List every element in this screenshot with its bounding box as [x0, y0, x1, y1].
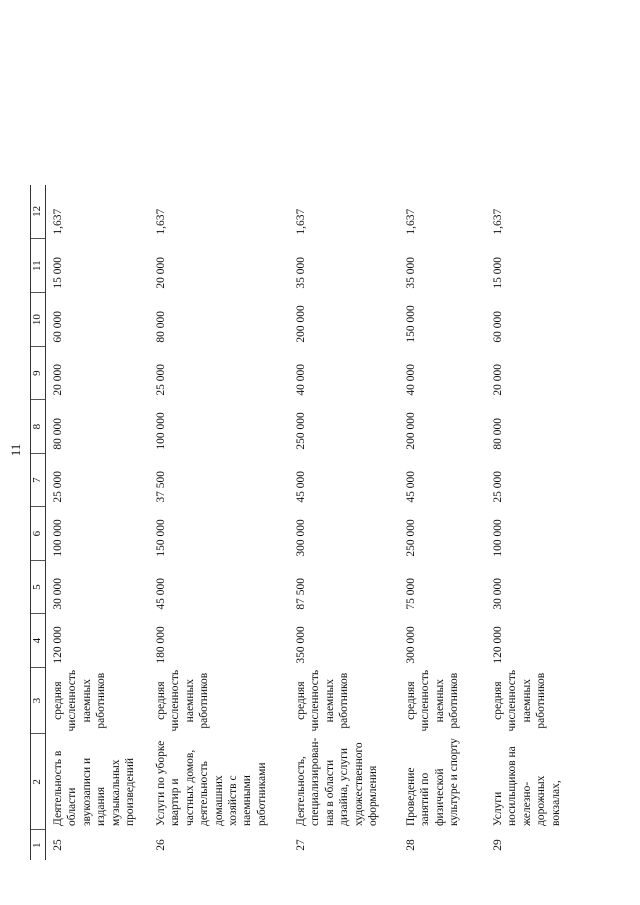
table-header-row	[31, 185, 46, 860]
value-cell: 350 000	[295, 626, 307, 664]
value-cell: 120 000	[52, 626, 64, 664]
value-cell: 200 000	[405, 412, 417, 450]
value-cell: 87 500	[295, 578, 307, 610]
value-cell: 45 000	[405, 471, 417, 503]
column-header: 1	[31, 830, 46, 860]
value-cell: 150 000	[155, 519, 167, 557]
value-cell: 120 000	[492, 626, 504, 664]
value-cell: 40 000	[295, 364, 307, 396]
activity-cell: Деятельность, специализирован-ная в области дизайна, услуги художественного оформления	[295, 737, 379, 826]
value-cell: 80 000	[52, 418, 64, 450]
row-number: 25	[52, 839, 64, 851]
activity-cell: Деятельность в области звукозаписи и издания музыкальных произведений	[52, 750, 136, 826]
value-cell: 100 000	[155, 412, 167, 450]
row-number: 26	[155, 839, 167, 851]
row-number: 29	[492, 839, 504, 851]
column-header: 2	[31, 734, 46, 830]
value-cell: 30 000	[52, 578, 64, 610]
value-cell: 300 000	[295, 519, 307, 557]
indicator-cell: средняя численность наемных работников	[155, 669, 211, 732]
value-cell: 180 000	[155, 626, 167, 664]
value-cell: 200 000	[295, 305, 307, 343]
value-cell: 80 000	[492, 418, 504, 450]
value-cell: 25 000	[155, 364, 167, 396]
value-cell: 60 000	[52, 311, 64, 343]
value-cell: 100 000	[52, 519, 64, 557]
column-header: 6	[31, 507, 46, 561]
column-header: 5	[31, 561, 46, 614]
column-header: 10	[31, 293, 46, 347]
value-cell: 150 000	[405, 305, 417, 343]
value-cell: 30 000	[492, 578, 504, 610]
value-cell: 250 000	[405, 519, 417, 557]
activity-cell: Проведение занятий по физической культуре и спорту	[405, 738, 461, 826]
value-cell: 100 000	[492, 519, 504, 557]
column-header: 8	[31, 400, 46, 454]
value-cell: 75 000	[405, 578, 417, 610]
activity-cell: Услуги по уборке квартир и частных домов, деятельность домашних хозяйств с наемными работниками	[155, 740, 268, 826]
column-header: 3	[31, 668, 46, 734]
value-cell: 45 000	[155, 578, 167, 610]
value-cell: 15 000	[52, 257, 64, 289]
indicator-cell: средняя численность наемных работников	[492, 669, 548, 732]
value-cell: 25 000	[52, 471, 64, 503]
value-cell: 60 000	[492, 311, 504, 343]
value-cell: 25 000	[492, 471, 504, 503]
coefficient-cell: 1,637	[405, 208, 417, 235]
value-cell: 20 000	[52, 364, 64, 396]
activity-cell: Услуги носильщиков на железно-дорожных вокзалах,	[492, 746, 562, 826]
page-number: 11	[8, 443, 23, 457]
indicator-cell: средняя численность наемных работников	[52, 669, 108, 732]
column-header: 9	[31, 347, 46, 400]
value-cell: 45 000	[295, 471, 307, 503]
value-cell: 250 000	[295, 412, 307, 450]
value-cell: 15 000	[492, 257, 504, 289]
row-number: 28	[405, 839, 417, 851]
value-cell: 20 000	[492, 364, 504, 396]
column-header: 4	[31, 614, 46, 668]
column-header: 7	[31, 454, 46, 507]
value-cell: 35 000	[405, 257, 417, 289]
value-cell: 300 000	[405, 626, 417, 664]
row-number: 27	[295, 839, 307, 851]
indicator-cell: средняя численность наемных работников	[405, 669, 461, 732]
value-cell: 35 000	[295, 257, 307, 289]
table-row	[486, 185, 593, 860]
value-cell: 80 000	[155, 311, 167, 343]
coefficient-cell: 1,637	[295, 208, 307, 235]
coefficient-cell: 1,637	[155, 208, 167, 235]
table-row	[289, 185, 399, 860]
value-cell: 40 000	[405, 364, 417, 396]
table-row	[46, 185, 150, 860]
value-cell: 20 000	[155, 257, 167, 289]
coefficient-cell: 1,637	[52, 208, 64, 235]
indicator-cell: средняя численность наемных работников	[295, 669, 351, 732]
coefficient-cell: 1,637	[492, 208, 504, 235]
column-header: 11	[31, 239, 46, 293]
column-header: 12	[31, 185, 46, 239]
table-row	[399, 185, 486, 860]
table-row	[149, 185, 289, 860]
value-cell: 37 500	[155, 471, 167, 503]
data-table	[30, 185, 593, 860]
